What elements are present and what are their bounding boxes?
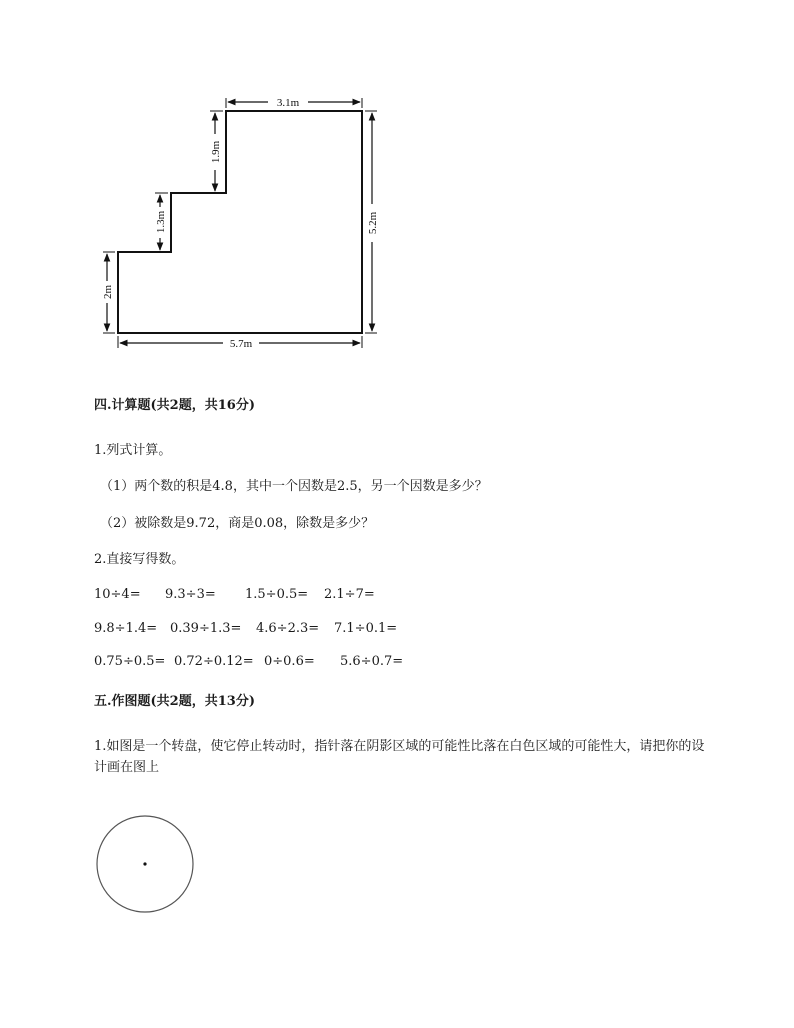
q2-title: 2.直接写得数。 — [94, 552, 185, 567]
spinner-circle — [94, 813, 196, 915]
spinner-center-dot — [143, 862, 146, 865]
section5-heading: 五.作图题(共2题，共13分) — [94, 694, 255, 709]
calc-item: 4.6÷2.3= — [256, 621, 320, 636]
q1-title: 1.列式计算。 — [94, 443, 172, 458]
dimension-left — [102, 252, 115, 333]
section5-q1-text: 1.如图是一个转盘，使它停止转动时，指针落在阴影区域的可能性比落在白色区域的可能性大，请把你的设计画在图上 — [94, 739, 705, 775]
calc-item: 0.72÷0.12= — [174, 654, 254, 669]
floor-plan-figure — [95, 92, 395, 354]
section4-heading: 四.计算题(共2题，共16分) — [94, 398, 255, 413]
dimension-bottom — [118, 336, 362, 350]
q1-part1: （1）两个数的积是4.8，其中一个因数是2.5，另一个因数是多少？ — [100, 479, 488, 494]
dimension-top-label: 3.1m — [276, 97, 300, 109]
calc-item: 9.8÷1.4= — [94, 621, 158, 636]
calc-item: 9.3÷3= — [165, 587, 216, 602]
calc-item: 7.1÷0.1= — [334, 621, 398, 636]
dimension-step-upper — [210, 111, 223, 193]
calc-item: 0.39÷1.3= — [170, 621, 242, 636]
dimension-step-lower-label: 1.3m — [155, 210, 167, 234]
dimension-right-label: 5.2m — [367, 211, 379, 235]
dimension-right — [365, 111, 379, 333]
q1-part2: （2）被除数是9.72，商是0.08，除数是多少？ — [100, 516, 375, 531]
dimension-top — [226, 97, 362, 109]
calc-item: 0÷0.6= — [264, 654, 315, 669]
calc-item: 2.1÷7= — [324, 587, 375, 602]
dimension-left-label: 2m — [102, 284, 114, 300]
dimension-step-lower — [155, 193, 168, 252]
dimension-bottom-label: 5.7m — [229, 338, 253, 350]
calc-item: 1.5÷0.5= — [245, 587, 309, 602]
calc-item: 5.6÷0.7= — [340, 654, 404, 669]
dimension-step-upper-label: 1.9m — [210, 140, 222, 164]
calc-item: 10÷4= — [94, 587, 141, 602]
calc-item: 0.75÷0.5= — [94, 654, 166, 669]
